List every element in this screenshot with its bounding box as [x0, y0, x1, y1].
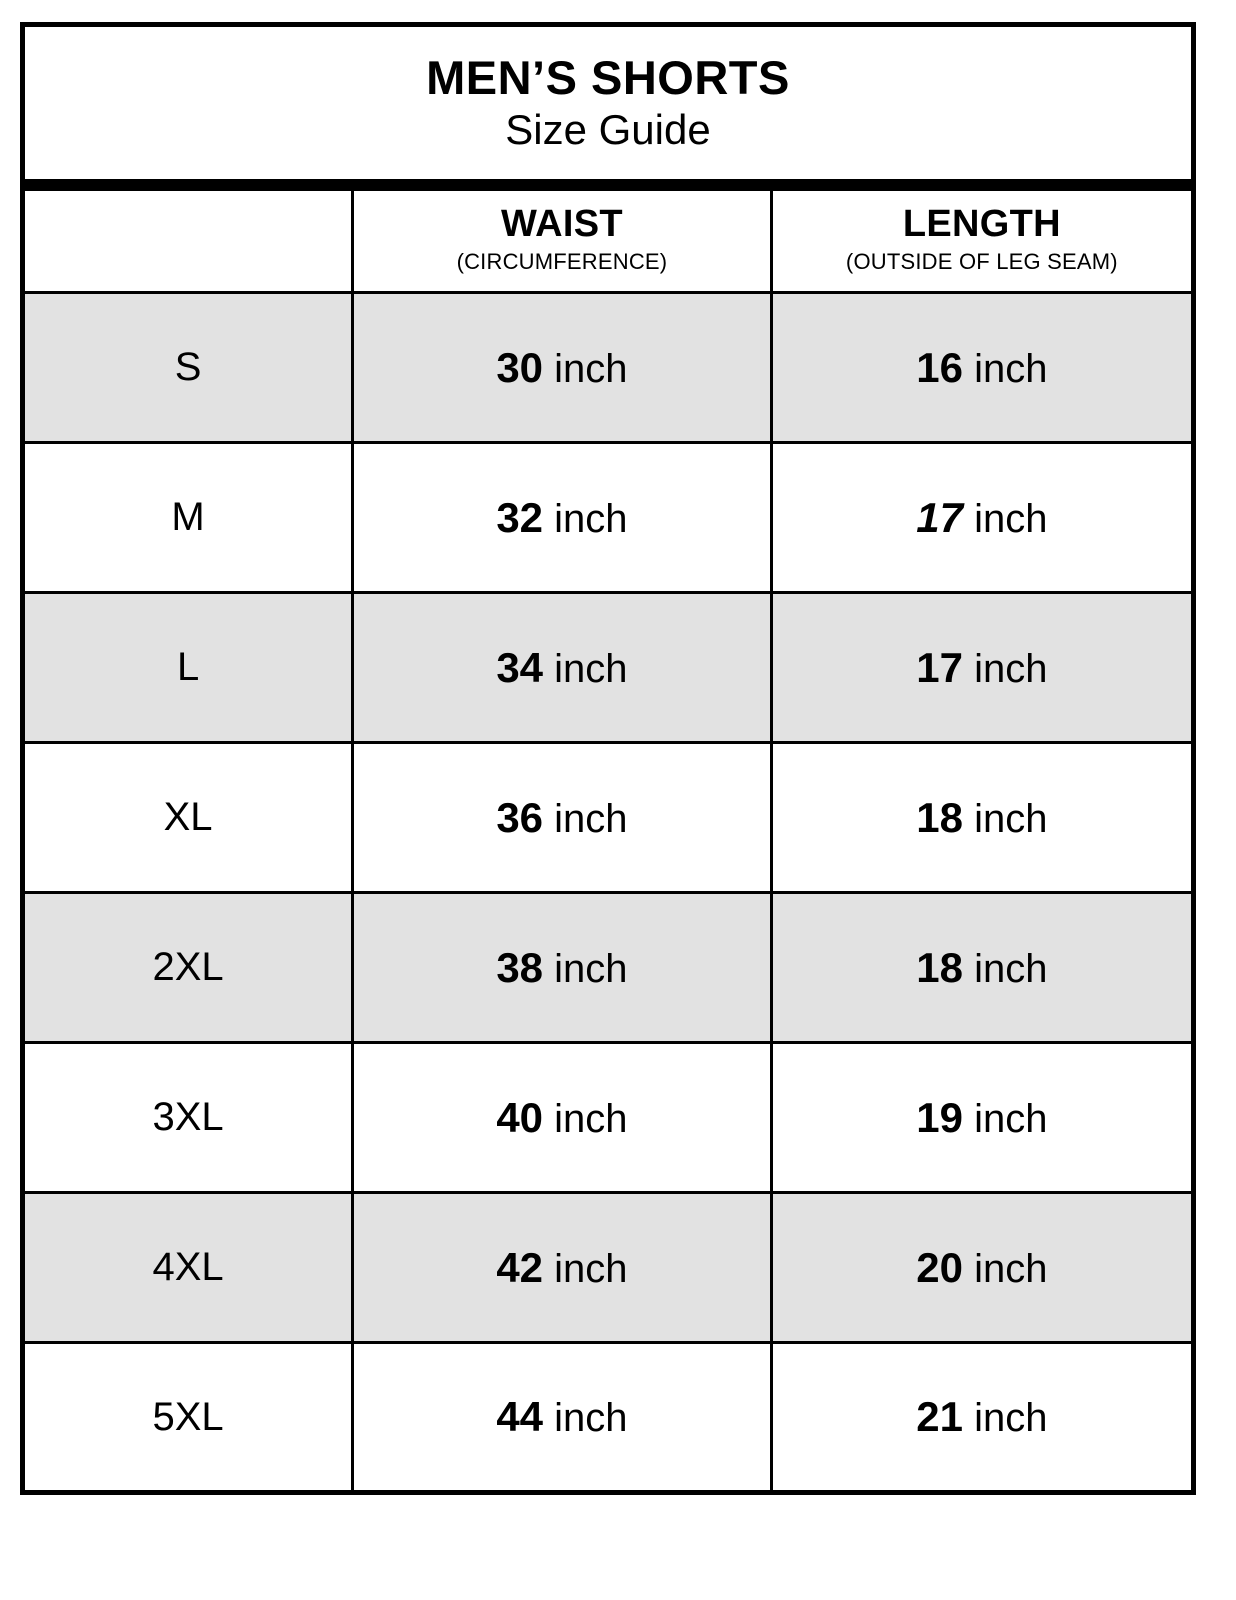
row-length-value: 19 [916, 1093, 963, 1141]
row-size: 4XL [23, 1193, 353, 1343]
row-waist-value: 42 [496, 1243, 544, 1291]
header-waist-note: (CIRCUMFERENCE) [456, 248, 668, 274]
row-size: L [23, 593, 353, 743]
header-length-note: (OUTSIDE OF LEG SEAM) [845, 248, 1118, 274]
row-length-unit: inch [974, 796, 1048, 841]
table-row [23, 593, 1194, 743]
row-length [771, 293, 1193, 443]
row-length-unit: inch [974, 1246, 1048, 1291]
row-length-unit: inch [974, 496, 1048, 541]
row-waist-value: 44 [496, 1393, 544, 1441]
table-row [23, 1043, 1194, 1193]
row-length [771, 893, 1193, 1043]
row-length [771, 593, 1193, 743]
row-length-value: 17 [916, 643, 963, 691]
row-size: 2XL [23, 893, 353, 1043]
row-waist [353, 443, 772, 593]
row-size: 3XL [23, 1043, 353, 1193]
row-waist-unit: inch [554, 346, 628, 391]
row-waist-unit: inch [554, 796, 628, 841]
row-waist [353, 1043, 772, 1193]
table-row [23, 1193, 1194, 1343]
table-header-row [23, 189, 1194, 292]
row-length-unit: inch [974, 346, 1048, 391]
row-waist-unit: inch [554, 1246, 628, 1291]
size-guide-table [20, 22, 1196, 1495]
row-length-unit: inch [974, 1396, 1048, 1441]
row-waist-value: 36 [496, 793, 544, 841]
row-waist [353, 593, 772, 743]
row-waist-unit: inch [554, 646, 628, 691]
header-waist [353, 189, 772, 292]
row-length [771, 1343, 1193, 1493]
row-length [771, 443, 1193, 593]
page-subtitle: Size Guide [505, 106, 711, 154]
row-length-value: 18 [916, 793, 963, 841]
row-waist [353, 1343, 772, 1493]
header-length-title: LENGTH [902, 202, 1061, 245]
table-row [23, 893, 1194, 1043]
row-length-unit: inch [974, 646, 1048, 691]
row-size: S [23, 293, 353, 443]
row-length-value: 17 [916, 493, 963, 541]
row-waist-unit: inch [554, 946, 628, 991]
table-row [23, 1343, 1194, 1493]
row-waist-unit: inch [554, 496, 628, 541]
row-waist-value: 30 [496, 343, 544, 391]
row-waist [353, 1193, 772, 1343]
row-waist [353, 293, 772, 443]
row-length [771, 743, 1193, 893]
row-length [771, 1043, 1193, 1193]
row-length-value: 18 [916, 943, 963, 991]
row-waist-value: 34 [496, 643, 544, 691]
title-block [25, 27, 1191, 188]
row-waist-value: 38 [496, 943, 544, 991]
row-size: M [23, 443, 353, 593]
row-length-unit: inch [974, 1096, 1048, 1141]
row-length-unit: inch [974, 946, 1048, 991]
row-waist [353, 743, 772, 893]
row-waist-value: 40 [496, 1093, 544, 1141]
page-title: MEN’S SHORTS [426, 51, 790, 104]
header-waist-title: WAIST [501, 202, 623, 245]
row-waist [353, 893, 772, 1043]
header-size [23, 189, 353, 292]
row-length-value: 16 [916, 343, 963, 391]
row-waist-unit: inch [554, 1396, 628, 1441]
table-row [23, 293, 1194, 443]
title-row [23, 25, 1194, 190]
row-length-value: 20 [916, 1243, 963, 1291]
row-size: 5XL [23, 1343, 353, 1493]
row-size: XL [23, 743, 353, 893]
row-waist-value: 32 [496, 493, 544, 541]
table-row [23, 743, 1194, 893]
table-row [23, 443, 1194, 593]
row-length-value: 21 [916, 1393, 963, 1441]
row-waist-unit: inch [554, 1096, 628, 1141]
header-length [771, 189, 1193, 292]
row-length [771, 1193, 1193, 1343]
